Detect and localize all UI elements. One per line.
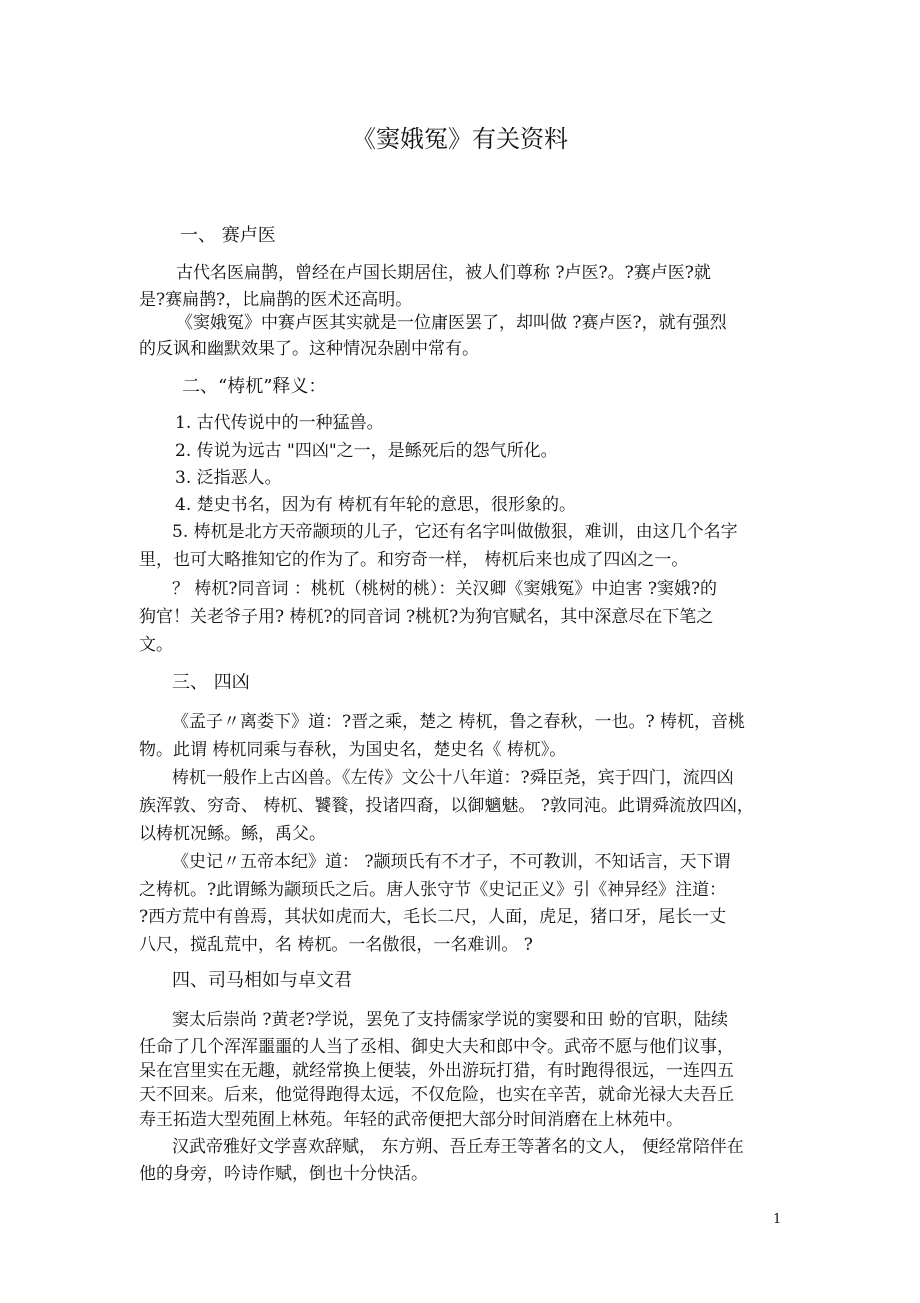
section-2-line: ？ 梼杌?同音词 ：桃杌（桃树的桃）：关汉卿《窦娥冤》中迫害 ?窦娥?的 [172,579,718,599]
section-4-line: 任命了几个浑浑噩噩的人当了丞相、御史大夫和郎中令。武帝不愿与他们议事， [139,1037,734,1057]
section-1-line: 《窦娥冤》中赛卢医其实就是一位庸医罢了，却叫做 ?赛卢医?，就有强烈 [176,313,727,333]
section-3-line: 以梼杌况鲧。鲧，禹父。 [139,824,326,844]
section-1-line: 的反讽和幽默效果了。这种情况杂剧中常有。 [139,339,479,359]
section-2-line: 2. 传说为远古 "四凶"之一，是鲧死后的怨气所化。 [175,441,558,461]
section-2-line: 1. 古代传说中的一种猛兽。 [175,413,384,433]
section-4-line: 窦太后崇尚 ?黄老?学说，罢免了支持儒家学说的窦婴和田 蚡的官职，陆续 [172,1010,729,1030]
section-2-line: 3. 泛指恶人。 [175,468,282,488]
page-title: 《窦娥冤》有关资料 [352,125,568,153]
section-3-line: 族浑敦、穷奇、 梼杌、饕餮，投诸四裔，以御魑魅。 ?敦同沌。此谓舜流放四凶， [139,796,754,816]
section-3-line: 梼杌一般作上古凶兽。《左传》文公十八年道：?舜臣尧，宾于四门，流四凶 [172,768,734,788]
section-4-line: 他的身旁，吟诗作赋，倒也十分快活。 [139,1164,428,1184]
section-2-line: 4. 楚史书名，因为有 梼杌有年轮的意思，很形象的。 [175,495,577,515]
section-1-line: 古代名医扁鹊，曾经在卢国长期居住，被人们尊称 ?卢医?。?赛卢医?就 [176,263,711,283]
section-3-line: 《孟子〃离娄下》道：?晋之乘，楚之 梼杌，鲁之春秋，一也。? 梼杌，音桃 [172,712,746,732]
section-3-line: 物。此谓 梼杌同乘与春秋，为国史名，楚史名《 梼杌》。 [139,740,567,760]
section-4-line: 汉武帝雅好文学喜欢辞赋， 东方朔、吾丘寿王等著名的文人， 便经常陪伴在 [172,1137,744,1157]
section-2-heading: 二、“梼杌”释义： [182,376,327,397]
section-3-line: 《史记〃五帝本纪》道： ?颛顼氏有不才子，不可教训，不知话言，天下谓 [172,852,731,872]
page-number: 1 [773,1212,782,1227]
section-4-line: 呆在宫里实在无趣，就经常换上便装，外出游玩打猎，有时跑得很远，一连四五 [139,1061,734,1081]
section-2-line: 5. 梼杌是北方天帝颛顼的儿子，它还有名字叫做傲狠，难训，由这几个名字 [172,522,738,542]
section-3-line: 八尺，搅乱荒中，名 梼杌。一名傲很，一名难训。 ? [139,935,533,955]
section-4-line: 寿王拓造大型苑囿上林苑。年轻的武帝便把大部分时间消磨在上林苑中。 [139,1110,683,1130]
section-1-heading: 一、 赛卢医 [180,225,276,246]
section-3-line: ?西方荒中有兽焉，其状如虎而大，毛长二尺，人面，虎足，猪口牙，尾长一丈 [139,907,727,927]
section-1-line: 是?赛扁鹊?，比扁鹊的医术还高明。 [139,290,413,310]
section-2-line: 文。 [139,635,173,655]
section-4-line: 天不回来。后来，他觉得跑得太远，不仅危险，也实在辛苦，就命光禄大夫吾丘 [139,1085,734,1105]
section-4-heading: 四、司马相如与卓文君 [172,970,352,991]
section-3-heading: 三、 四凶 [172,672,250,693]
section-2-line: 狗官！关老爷子用? 梼杌?的同音词 ?桃杌?为狗官赋名，其中深意尽在下笔之 [139,607,714,627]
section-2-line: 里，也可大略推知它的作为了。和穷奇一样， 梼杌后来也成了四凶之一。 [139,550,689,570]
section-3-line: 之梼杌。?此谓鲧为颛顼氏之后。唐人张守节《史记正义》引《神异经》注道： [139,880,727,900]
